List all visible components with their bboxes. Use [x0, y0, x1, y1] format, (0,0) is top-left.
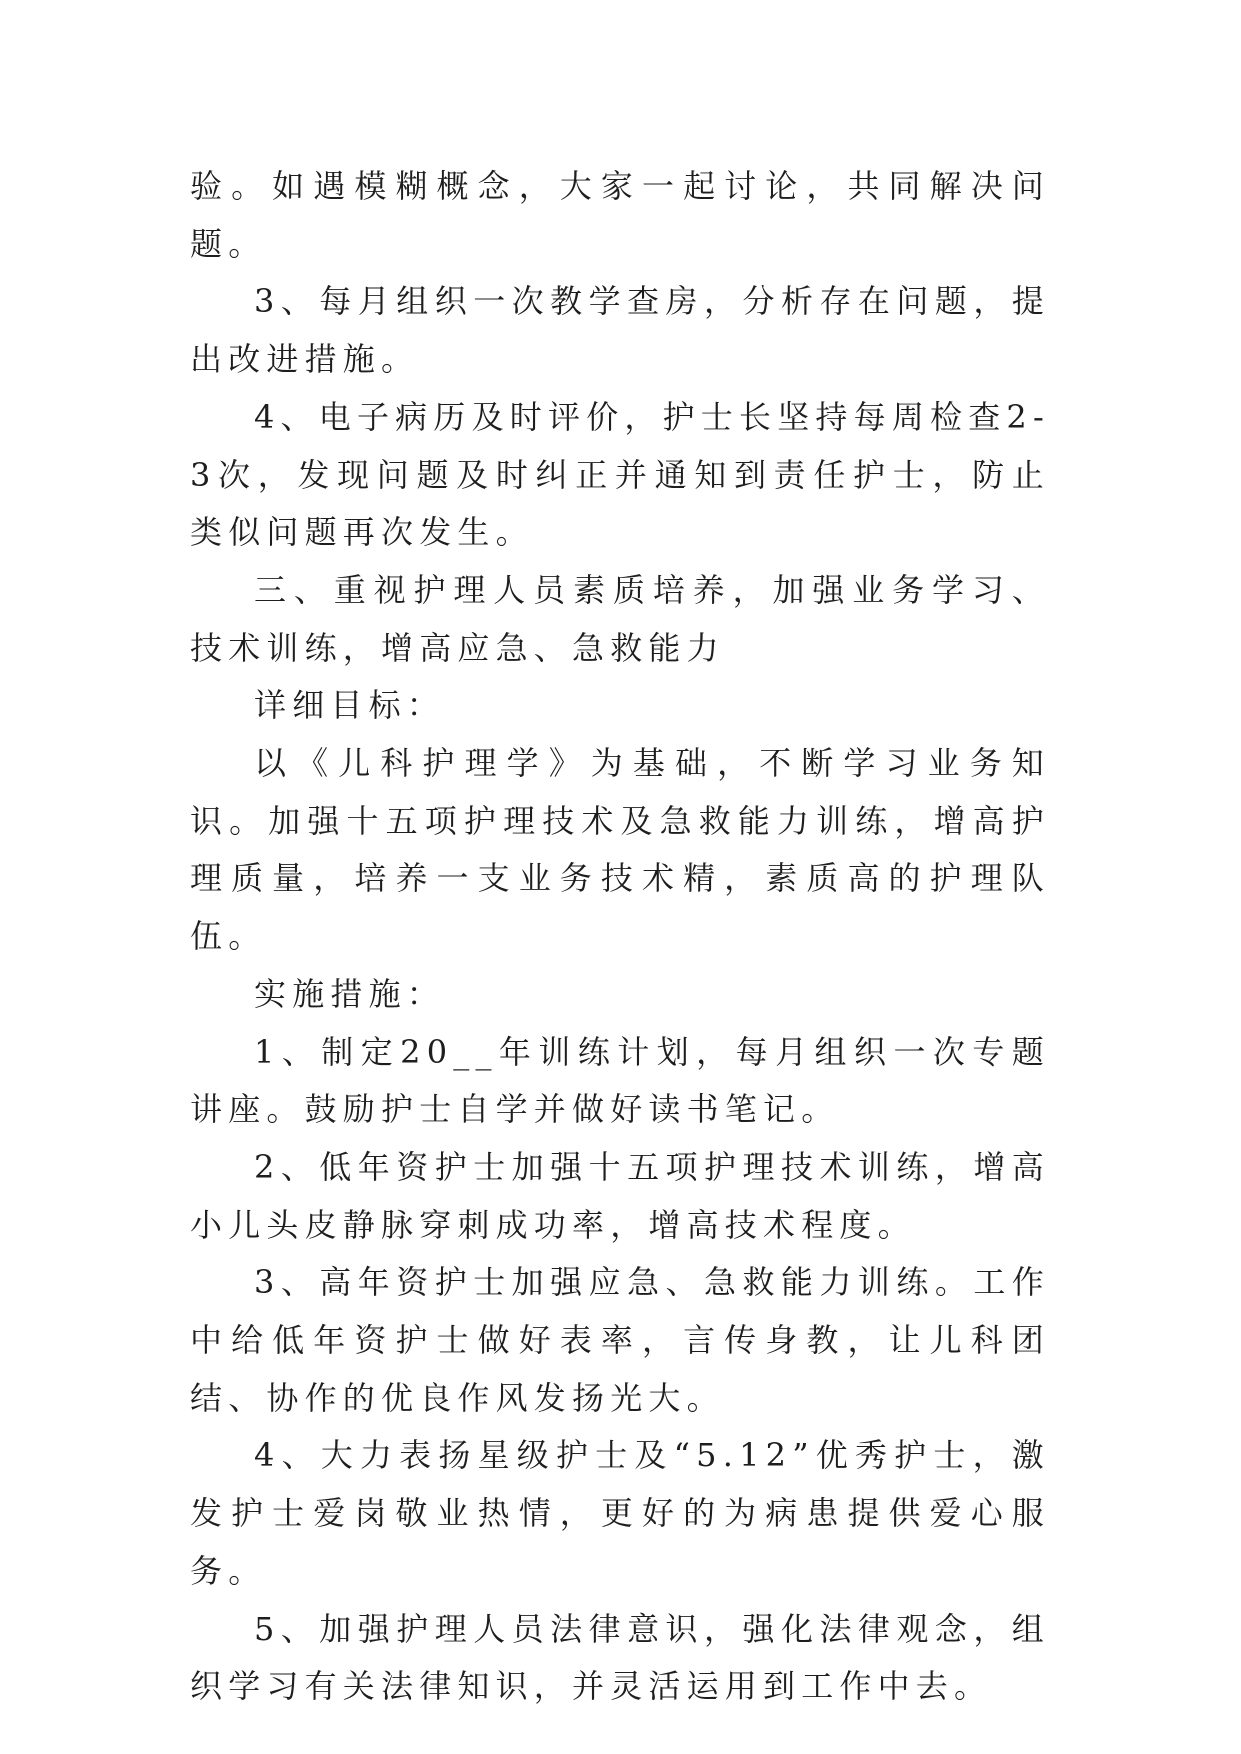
paragraph-3: 4、电子病历及时评价，护士长坚持每周检查2-3次，发现问题及时纠正并通知到责任护士，防止类似问题再次发生。	[190, 397, 1050, 552]
measures-label: 实施措施：	[254, 974, 446, 1013]
measure-2: 2、低年资护士加强十五项护理技术训练，增高小儿头皮静脉穿刺成功率，增高技术程度。	[190, 1147, 1050, 1244]
document-body	[190, 158, 1050, 1716]
paragraph-2: 3、每月组织一次教学查房，分析存在问题，提出改进措施。	[190, 282, 1050, 379]
goal-paragraph: 以《儿科护理学》为基础，不断学习业务知识。加强十五项护理技术及急救能力训练，增高护理质量，培养一支业务技术精，素质高的护理队伍。	[190, 744, 1050, 956]
goal-label: 详细目标：	[254, 686, 446, 725]
measure-4: 4、大力表扬星级护士及“5.12”优秀护士，激发护士爱岗敬业热情，更好的为病患提供爱心服务。	[190, 1436, 1050, 1590]
measure-1: 1、制定20__年训练计划，每月组织一次专题讲座。鼓励护士自学并做好读书笔记。	[190, 1032, 1050, 1129]
measure-3: 3、高年资护士加强应急、急救能力训练。工作中给低年资护士做好表率，言传身教，让儿科团结、协作的优良作风发扬光大。	[190, 1263, 1050, 1417]
measure-5: 5、加强护理人员法律意识，强化法律观念，组织学习有关法律知识，并灵活运用到工作中去。	[190, 1609, 1050, 1706]
section-heading: 三、重视护理人员素质培养，加强业务学习、技术训练，增高应急、急救能力	[190, 570, 1050, 667]
paragraph-1: 验。如遇模糊概念，大家一起讨论，共同解决问题。	[190, 167, 1050, 263]
